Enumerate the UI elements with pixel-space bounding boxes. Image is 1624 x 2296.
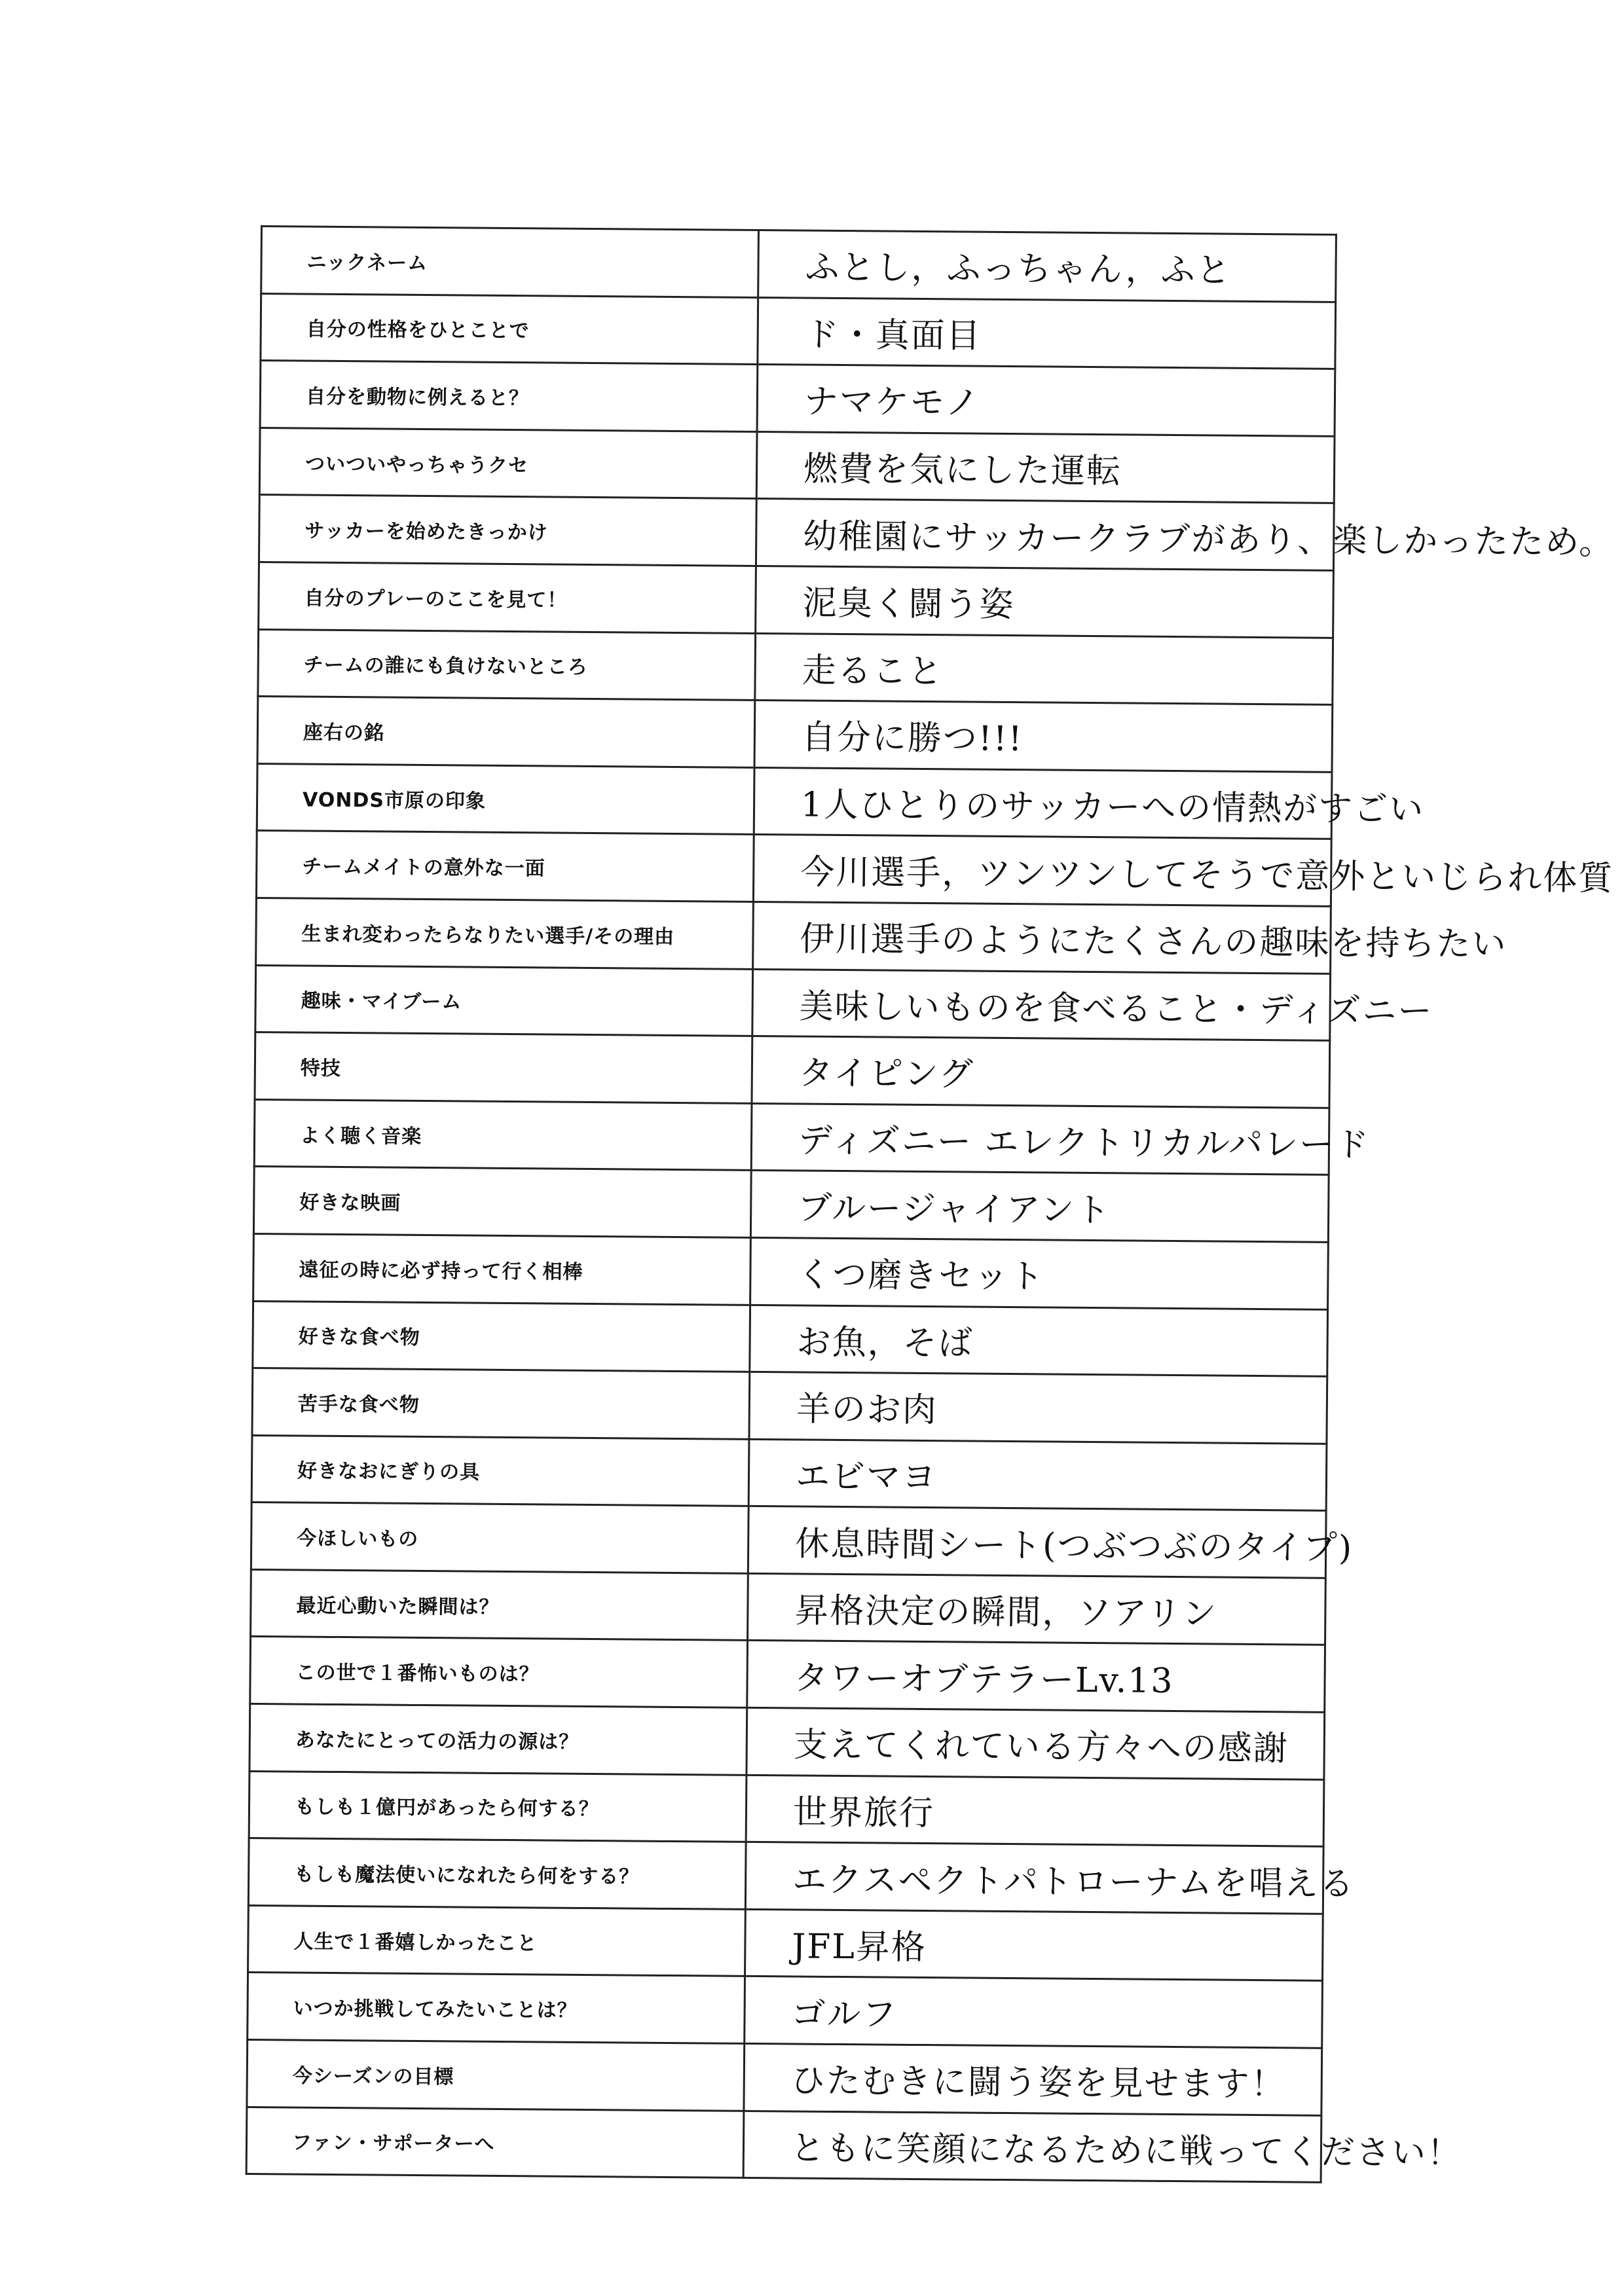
question-label: サッカーを始めたきっかけ <box>259 495 756 566</box>
profile-row <box>248 1973 1323 2048</box>
question-label: あなたにとっての活力の源は？ <box>249 1704 747 1776</box>
handwritten-answer: 1人ひとりのサッカーへの情熱がすごい <box>754 767 1332 839</box>
handwritten-answer: 美味しいものを食べること・ディズニー <box>752 969 1331 1041</box>
handwritten-answer: 世界旅行 <box>746 1775 1324 1847</box>
profile-row <box>259 562 1334 637</box>
handwritten-answer: ひたむきに闘う姿を見せます！ <box>744 2043 1322 2115</box>
profile-row <box>248 1905 1323 1980</box>
profile-row <box>249 1771 1324 1846</box>
question-label: VONDS市原の印象 <box>257 763 754 835</box>
question-label: 自分の性格をひとことで <box>261 293 758 365</box>
profile-table <box>246 225 1615 2183</box>
question-label: 今シーズンの目標 <box>247 2039 745 2111</box>
handwritten-answer: エクスペクトパトローナムを唱える <box>745 1842 1323 1914</box>
handwritten-answer: ド・真面目 <box>758 297 1336 369</box>
profile-row <box>253 1167 1329 1242</box>
handwritten-answer: ふとし，ふっちゃん，ふと <box>758 230 1337 302</box>
profile-row <box>260 361 1335 436</box>
profile-row <box>261 227 1337 302</box>
handwritten-answer: 今川選手，ツンツンしてそうで意外といじられ体質 <box>753 835 1331 907</box>
handwritten-answer: ともに笑顔になるために戦ってください！ <box>743 2111 1321 2183</box>
profile-row <box>250 1637 1325 1712</box>
profile-row <box>256 831 1331 906</box>
profile-row <box>261 293 1336 369</box>
question-label: 苦手な食べ物 <box>252 1368 750 1440</box>
profile-row <box>259 495 1334 570</box>
question-label: 好きな映画 <box>253 1167 751 1238</box>
question-label: 今ほしいもの <box>251 1503 748 1574</box>
handwritten-answer: ナマケモノ <box>757 365 1335 437</box>
profile-row <box>257 697 1333 772</box>
question-label: ついついやっちゃうクセ <box>259 428 757 499</box>
profile-row <box>254 1099 1329 1175</box>
question-label: チームメイトの意外な一面 <box>256 831 754 902</box>
profile-row <box>257 763 1332 839</box>
handwritten-answer: 走ること <box>755 633 1333 705</box>
profile-row <box>255 965 1331 1040</box>
profile-row <box>252 1368 1327 1444</box>
question-label: チームの誰にも負けないところ <box>258 629 756 701</box>
question-label: もしも１億円があったら何する？ <box>249 1771 747 1842</box>
handwritten-answer: 自分に勝つ!!! <box>754 701 1333 773</box>
profile-row <box>253 1301 1328 1376</box>
handwritten-answer: JFL昇格 <box>745 1909 1323 1981</box>
handwritten-answer: お魚，そば <box>750 1305 1328 1377</box>
handwritten-answer: ゴルフ <box>745 1977 1323 2049</box>
handwritten-answer: ディズニー エレクトリカルパレード <box>751 1103 1329 1175</box>
profile-sheet <box>246 225 1615 2183</box>
profile-row <box>258 629 1333 704</box>
question-label: 最近心動いた瞬間は？ <box>251 1569 748 1641</box>
handwritten-answer: 泥臭く闘う姿 <box>756 566 1334 638</box>
question-label: 人生で１番嬉しかったこと <box>248 1905 746 1977</box>
question-label: ニックネーム <box>261 227 759 298</box>
profile-row <box>251 1435 1327 1510</box>
question-label: 好きなおにぎりの具 <box>251 1435 749 1506</box>
handwritten-answer: エビマヨ <box>748 1439 1327 1511</box>
question-label: 特技 <box>255 1032 752 1104</box>
question-label: 遠征の時に必ず持って行く相棒 <box>253 1233 751 1305</box>
handwritten-answer: タイピング <box>752 1036 1330 1108</box>
question-label: もしも魔法使いになれたら何をする？ <box>248 1838 746 1910</box>
handwritten-answer: 昇格決定の瞬間，ソアリン <box>748 1573 1326 1645</box>
profile-row <box>251 1503 1326 1578</box>
question-label: ファン・サポーターへ <box>246 2107 744 2178</box>
question-label: 自分のプレーのここを見て！ <box>259 562 756 633</box>
question-label: いつか挑戦してみたいことは？ <box>248 1973 745 2044</box>
profile-row <box>247 2039 1322 2115</box>
profile-row <box>249 1704 1325 1779</box>
handwritten-answer: 休息時間シート(つぶつぶのタイプ) <box>748 1506 1326 1578</box>
handwritten-answer: ブルージャイアント <box>750 1171 1329 1243</box>
profile-row <box>255 1032 1330 1108</box>
question-label: 趣味・マイブーム <box>255 965 753 1036</box>
handwritten-answer: 支えてくれている方々への感謝 <box>747 1707 1325 1779</box>
question-label: 座右の銘 <box>257 697 755 768</box>
profile-row <box>256 898 1331 973</box>
profile-row <box>259 428 1335 503</box>
handwritten-answer: くつ磨きセット <box>750 1237 1329 1309</box>
profile-row <box>253 1233 1329 1309</box>
question-label: この世で１番怖いものは？ <box>250 1637 748 1708</box>
profile-row <box>246 2107 1321 2182</box>
handwritten-answer: 幼稚園にサッカークラブがあり、楽しかったため。 <box>756 499 1334 571</box>
handwritten-answer: 燃費を気にした運転 <box>756 431 1335 503</box>
profile-rows <box>246 227 1615 2183</box>
profile-row <box>248 1838 1323 1914</box>
question-label: 自分を動物に例えると？ <box>260 361 758 432</box>
handwritten-answer: 伊川選手のようにたくさんの趣味を持ちたい <box>753 902 1331 974</box>
question-label: 生まれ変わったらなりたい選手/その理由 <box>256 898 754 969</box>
question-label: よく聴く音楽 <box>254 1099 752 1171</box>
handwritten-answer: 羊のお肉 <box>749 1372 1327 1444</box>
handwritten-answer: タワーオブテラーLv.13 <box>747 1641 1325 1713</box>
profile-row <box>251 1569 1326 1645</box>
question-label: 好きな食べ物 <box>253 1301 750 1372</box>
